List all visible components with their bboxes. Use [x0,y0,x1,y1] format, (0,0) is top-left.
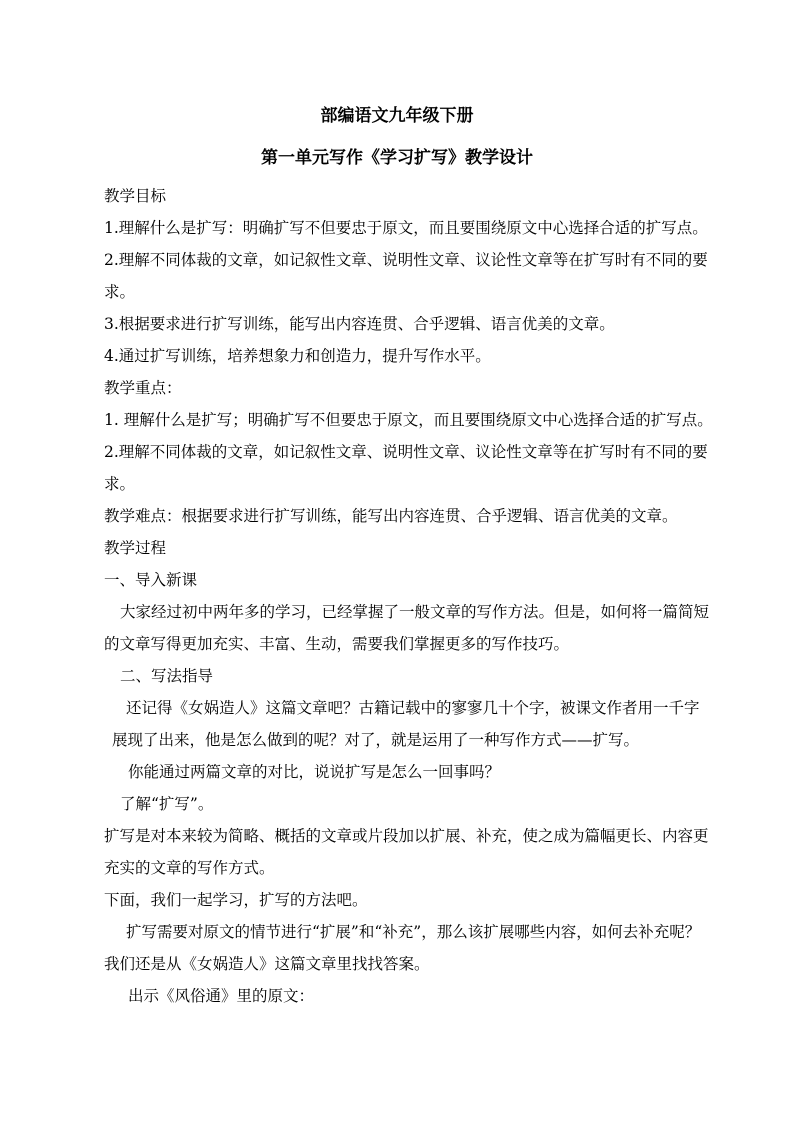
goal-1: 1.理解什么是扩写：明确扩写不但要忠于原文，而且要围绕原文中心选择合适的扩写点。 [104,219,708,237]
goal-3: 3.根据要求进行扩写训练，能写出内容连贯、合乎逻辑、语言优美的文章。 [104,315,615,333]
show-original-text: 出示《风俗通》里的原文： [128,987,315,1005]
section-1-paragraph-continued: 的文章写得更加充实、丰富、生动，需要我们掌握更多的写作技巧。 [104,635,570,653]
section-2-heading: 二、写法指导 [120,667,214,685]
nuwa-paragraph-continued: 展现了出来，他是怎么做到的呢？对了，就是运用了一种写作方式——扩写。 [112,731,640,749]
section-1-paragraph: 大家经过初中两年多的学习，已经掌握了一般文章的写作方法。但是，如何将一篇简短 [120,603,710,621]
goal-2-continued: 求。 [104,283,136,301]
section-1-heading: 一、导入新课 [104,571,198,589]
expansion-question: 扩写需要对原文的情节进行“扩展”和“补充”，那么该扩展哪些内容，如何去补充呢？ [126,923,701,941]
heading-teaching-process: 教学过程 [104,539,167,557]
key-point-1: 1. 理解什么是扩写；明确扩写不但要忠于原文，而且要围绕原文中心选择合适的扩写点。 [104,411,713,429]
goal-4: 4.通过扩写训练，培养想象力和创造力，提升写作水平。 [104,347,491,365]
key-point-2: 2.理解不同体裁的文章，如记叙性文章、说明性文章、议论性文章等在扩写时有不同的要 [104,443,708,461]
heading-teaching-goals: 教学目标 [104,187,167,205]
expansion-question-continued: 我们还是从《女娲造人》这篇文章里找找答案。 [104,955,430,973]
goal-2: 2.理解不同体裁的文章，如记叙性文章、说明性文章、议论性文章等在扩写时有不同的要 [104,251,708,269]
learn-method: 下面，我们一起学习，扩写的方法吧。 [104,891,368,909]
key-point-2-continued: 求。 [104,475,136,493]
comparison-question: 你能通过两篇文章的对比，说说扩写是怎么一回事吗？ [128,763,501,781]
nuwa-paragraph: 还记得《女娲造人》这篇文章吧？古籍记载中的寥寥几十个字，被课文作者用一千字 [126,699,700,717]
difficult-points: 教学难点：根据要求进行扩写训练，能写出内容连贯、合乎逻辑、语言优美的文章。 [104,507,678,525]
expansion-definition-continued: 充实的文章的写作方式。 [104,859,275,877]
heading-key-points: 教学重点： [104,379,182,397]
document-title: 部编语文九年级下册 [320,106,474,126]
document-subtitle: 第一单元写作《学习扩写》教学设计 [261,148,533,168]
expansion-definition: 扩写是对本来较为简略、概括的文章或片段加以扩展、补充，使之成为篇幅更长、内容更 [104,827,709,845]
understand-expansion: 了解“扩写”。 [120,795,214,813]
